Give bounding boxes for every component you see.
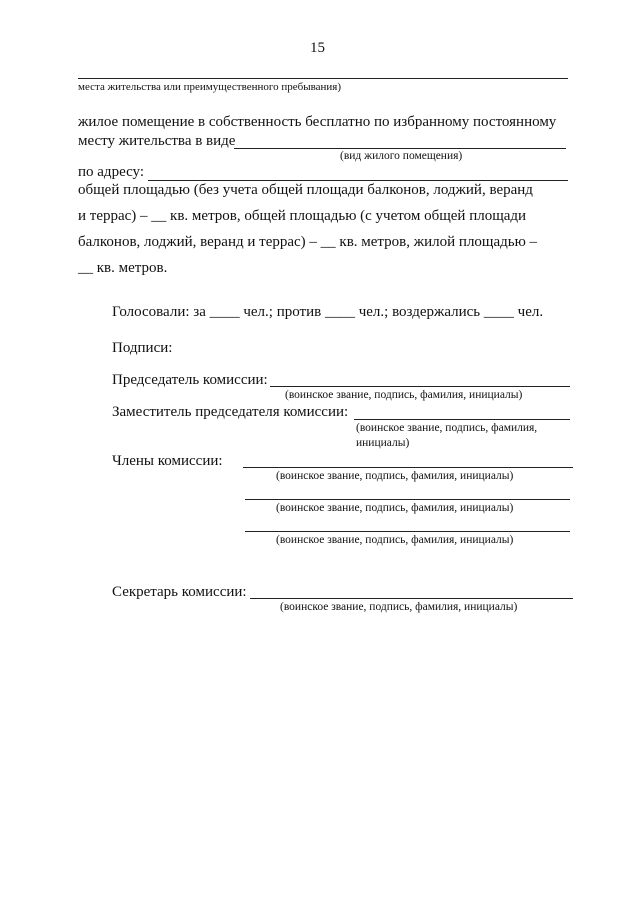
members-label: Члены комиссии: xyxy=(112,453,223,469)
member-2-signature-line xyxy=(245,499,570,500)
deputy-label: Заместитель председателя комиссии: xyxy=(112,404,349,420)
chairman-signature-line xyxy=(270,386,570,387)
signatures-label: Подписи: xyxy=(112,340,173,356)
dwelling-type-caption: (вид жилого помещения) xyxy=(340,150,463,162)
chairman-caption: (воинское звание, подпись, фамилия, инициалы) xyxy=(285,389,523,401)
residence-line xyxy=(78,78,568,79)
deputy-caption-line-1: (воинское звание, подпись, фамилия, xyxy=(356,422,538,434)
area-line-1: общей площадью (без учета общей площади балконов, лоджий, веранд xyxy=(78,182,533,198)
chairman-label: Председатель комиссии: xyxy=(112,372,268,388)
area-line-3: балконов, лоджий, веранд и террас) – __ кв. метров, жилой площадью – xyxy=(78,234,538,250)
deputy-caption-line-2: инициалы) xyxy=(356,437,410,449)
area-line-4: __ кв. метров. xyxy=(78,260,168,276)
member-1-signature-line xyxy=(243,467,573,468)
dwelling-type-line xyxy=(234,148,566,149)
deputy-signature-line xyxy=(354,419,570,420)
address-label: по адресу: xyxy=(78,164,145,180)
member-2-caption: (воинское звание, подпись, фамилия, инициалы) xyxy=(276,502,514,514)
secretary-caption: (воинское звание, подпись, фамилия, инициалы) xyxy=(280,601,518,613)
member-3-caption: (воинское звание, подпись, фамилия, инициалы) xyxy=(276,534,514,546)
area-line-2: и террас) – __ кв. метров, общей площадью (с учетом общей площади xyxy=(78,208,527,224)
address-line xyxy=(148,180,568,181)
member-1-caption: (воинское звание, подпись, фамилия, инициалы) xyxy=(276,470,514,482)
para-line-1: жилое помещение в собственность бесплатно по избранному постоянному xyxy=(78,114,557,130)
secretary-label: Секретарь комиссии: xyxy=(112,584,247,600)
para-line-2: месту жительства в виде xyxy=(78,133,236,149)
page-number: 15 xyxy=(310,40,325,56)
member-3-signature-line xyxy=(245,531,570,532)
votes-line: Голосовали: за ____ чел.; против ____ чел.; воздержались ____ чел. xyxy=(112,304,544,320)
residence-caption: места жительства или преимущественного пребывания) xyxy=(78,81,342,93)
secretary-signature-line xyxy=(250,598,573,599)
